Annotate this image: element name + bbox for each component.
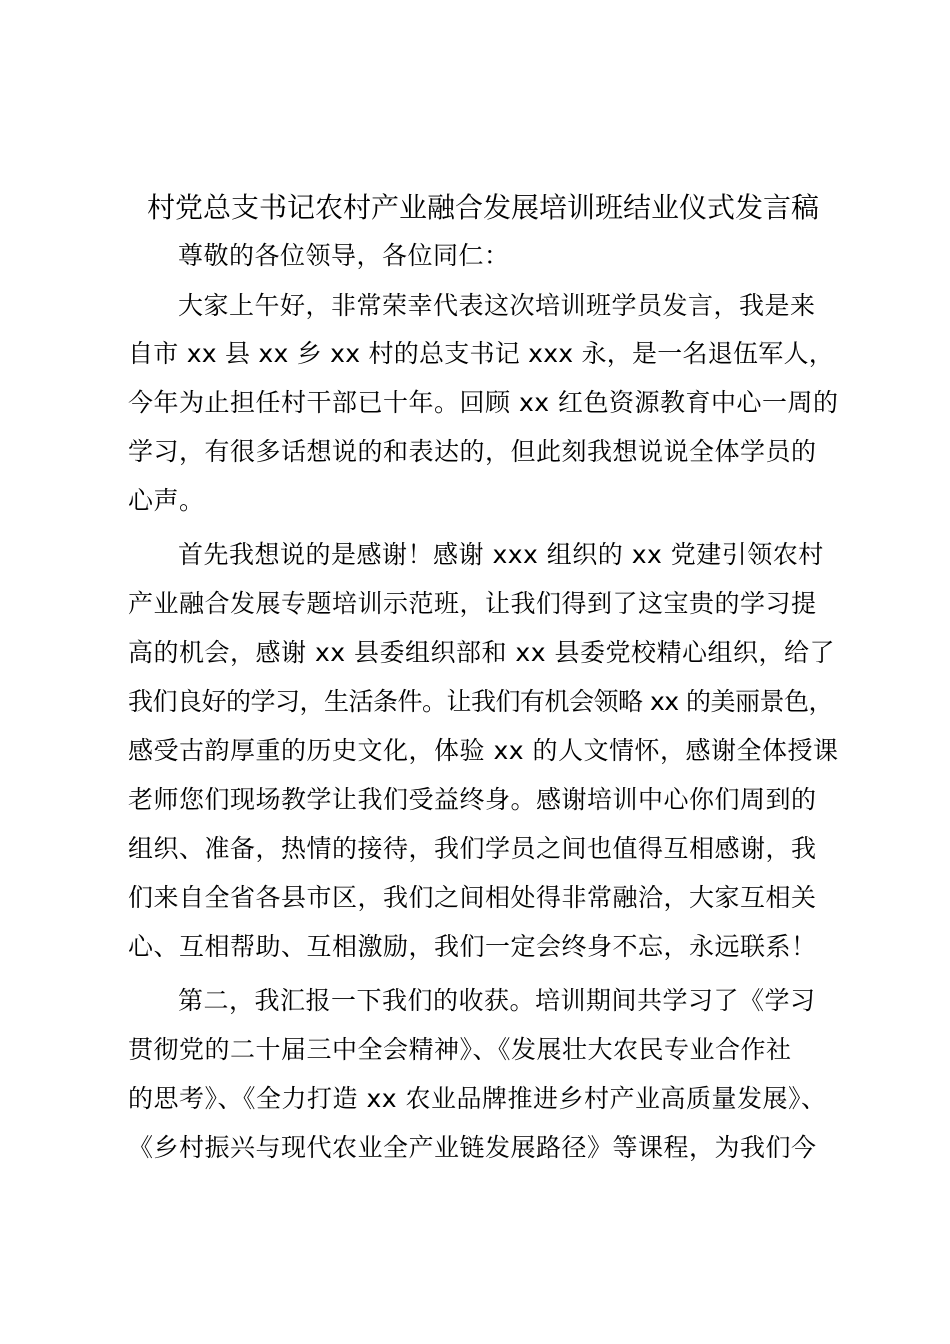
paragraph-2-line-4: 我们良好的学习，生活条件。让我们有机会领略 xx 的美丽景色， bbox=[128, 687, 833, 716]
paragraph-2-line-7: 组织、准备，热情的接待，我们学员之间也值得互相感谢，我 bbox=[128, 834, 817, 863]
paragraph-2-line-1: 首先我想说的是感谢！感谢 xxx 组织的 xx 党建引领农村 bbox=[178, 540, 824, 569]
paragraph-2-line-6: 老师您们现场教学让我们受益终身。感谢培训中心你们周到的 bbox=[128, 785, 817, 814]
paragraph-2-line-5: 感受古韵厚重的历史文化，体验 xx 的人文情怀，感谢全体授课 bbox=[128, 736, 839, 765]
paragraph-1-line-2: 自市 xx 县 xx 乡 xx 村的总支书记 xxx 永，是一名退伍军人， bbox=[128, 339, 834, 368]
paragraph-1-line-5: 心声。 bbox=[128, 486, 205, 515]
paragraph-2-line-3: 高的机会，感谢 xx 县委组织部和 xx 县委党校精心组织，给了 bbox=[128, 638, 835, 667]
paragraph-1-line-4: 学习，有很多话想说的和表达的，但此刻我想说说全体学员的 bbox=[128, 437, 817, 466]
paragraph-2-line-9: 心、互相帮助、互相激励，我们一定会终身不忘，永远联系！ bbox=[128, 932, 817, 961]
paragraph-3-line-4: 《乡村振兴与现代农业全产业链发展路径》等课程，为我们今 bbox=[128, 1133, 817, 1162]
salutation-line: 尊敬的各位领导，各位同仁： bbox=[178, 241, 510, 270]
paragraph-3-line-3: 的思考》、《全力打造 xx 农业品牌推进乡村产业高质量发展》、 bbox=[128, 1084, 827, 1113]
paragraph-2-line-2: 产业融合发展专题培训示范班，让我们得到了这宝贵的学习提 bbox=[128, 589, 817, 618]
document-title: 村党总支书记农村产业融合发展培训班结业仪式发言稿 bbox=[146, 191, 819, 224]
paragraph-3-line-2: 贯彻党的二十届三中全会精神》、《发展壮大农民专业合作社 bbox=[128, 1035, 792, 1064]
paragraph-1-line-3: 今年为止担任村干部已十年。回顾 xx 红色资源教育中心一周的 bbox=[128, 388, 839, 417]
paragraph-2-line-8: 们来自全省各县市区，我们之间相处得非常融洽，大家互相关 bbox=[128, 883, 817, 912]
paragraph-3-line-1: 第二，我汇报一下我们的收获。培训期间共学习了《学习 bbox=[178, 986, 816, 1015]
paragraph-1-line-1: 大家上午好，非常荣幸代表这次培训班学员发言，我是来 bbox=[178, 291, 816, 320]
